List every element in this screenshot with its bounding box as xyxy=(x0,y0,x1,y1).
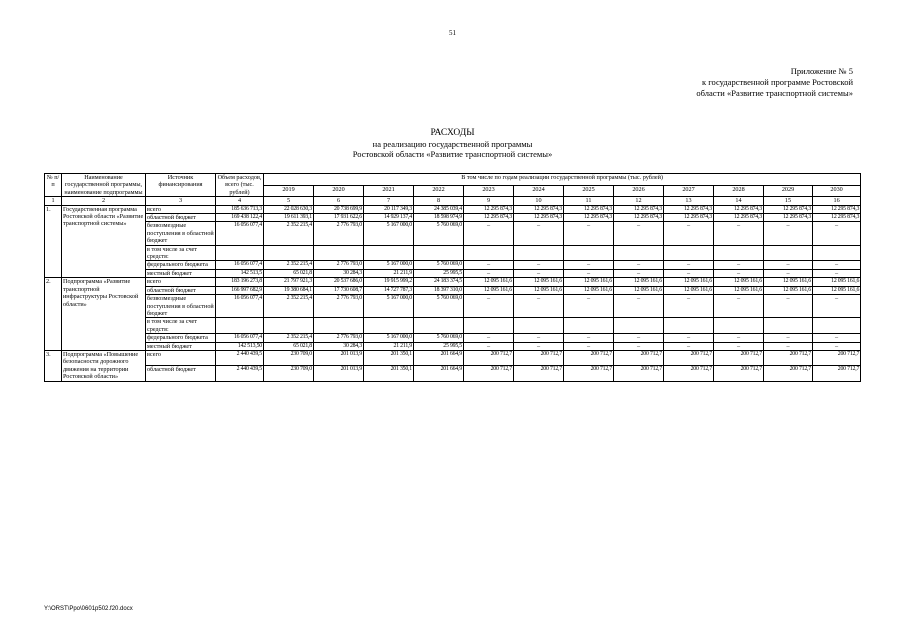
year-value: – xyxy=(813,334,861,342)
year-header: 2027 xyxy=(664,185,714,197)
year-value: – xyxy=(464,342,514,350)
year-value: 2 776 793,0 xyxy=(314,261,364,269)
year-value: 5 760 069,0 xyxy=(414,295,464,318)
year-value xyxy=(614,245,664,261)
year-value: 17 730 608,7 xyxy=(314,286,364,294)
column-number: 3 xyxy=(146,197,216,205)
year-value: 5 167 000,0 xyxy=(364,261,414,269)
year-header: 2020 xyxy=(314,185,364,197)
year-value: 19 915 999,2 xyxy=(364,278,414,286)
year-value: 200 712,7 xyxy=(813,366,861,381)
table-row xyxy=(45,245,861,261)
total-value: 16 056 077,4 xyxy=(216,222,264,245)
total-value: 142 513,5 xyxy=(216,269,264,277)
year-value: 2 352 215,4 xyxy=(264,261,314,269)
header-source: Источник финансирования xyxy=(146,174,216,197)
year-value: 30 284,3 xyxy=(314,269,364,277)
column-number: 14 xyxy=(714,197,764,205)
year-value xyxy=(464,318,514,334)
expenses-table xyxy=(44,173,861,382)
year-value: 12 295 874,3 xyxy=(664,214,714,222)
table-row xyxy=(45,214,861,222)
year-value: 200 712,7 xyxy=(714,366,764,381)
year-value: 200 712,7 xyxy=(564,350,614,365)
total-value: 183 196 273,8 xyxy=(216,278,264,286)
year-value: – xyxy=(464,261,514,269)
year-value xyxy=(414,245,464,261)
table-row xyxy=(45,269,861,277)
year-value: – xyxy=(464,295,514,318)
year-value: 2 352 215,4 xyxy=(264,295,314,318)
year-value: 20 117 349,3 xyxy=(364,205,414,213)
column-number: 15 xyxy=(764,197,813,205)
year-value: – xyxy=(514,269,564,277)
total-value: 169 438 122,4 xyxy=(216,214,264,222)
year-value xyxy=(314,245,364,261)
year-value: 12 295 874,3 xyxy=(764,205,813,213)
year-value: – xyxy=(564,295,614,318)
table-row xyxy=(45,278,861,286)
section-name: Государственная программа Ростовской области «Развитие транспортной системы» xyxy=(62,205,146,278)
year-value: – xyxy=(664,334,714,342)
year-value: – xyxy=(664,295,714,318)
year-value: 12 295 874,3 xyxy=(464,205,514,213)
year-value: 30 284,3 xyxy=(314,342,364,350)
table-row xyxy=(45,342,861,350)
table-body xyxy=(45,205,861,381)
year-value: 12 295 874,3 xyxy=(614,205,664,213)
year-value: 12 095 161,6 xyxy=(614,278,664,286)
column-number: 6 xyxy=(314,197,364,205)
year-value: 5 760 069,0 xyxy=(414,222,464,245)
year-value: 12 295 874,3 xyxy=(564,205,614,213)
funding-source: областной бюджет xyxy=(146,214,216,222)
year-value: 12 095 161,6 xyxy=(514,286,564,294)
year-value: 2 352 215,4 xyxy=(264,222,314,245)
year-value: 201 664,9 xyxy=(414,366,464,381)
table-row xyxy=(45,318,861,334)
year-value: 2 776 793,0 xyxy=(314,222,364,245)
year-value: – xyxy=(614,269,664,277)
year-value: – xyxy=(813,261,861,269)
header-name: Наименование государственной программы, наименование подпрограммы xyxy=(62,174,146,197)
year-value xyxy=(514,318,564,334)
year-value: – xyxy=(514,222,564,245)
document-title xyxy=(0,128,905,160)
year-value: – xyxy=(714,261,764,269)
year-header: 2026 xyxy=(614,185,664,197)
year-value: 19 380 684,1 xyxy=(264,286,314,294)
year-header: 2029 xyxy=(764,185,813,197)
year-value: 12 295 874,3 xyxy=(764,214,813,222)
year-value: 12 295 874,3 xyxy=(614,214,664,222)
column-number: 7 xyxy=(364,197,414,205)
column-number: 1 xyxy=(45,197,62,205)
total-value: 2 440 439,5 xyxy=(216,350,264,365)
funding-source: местный бюджет xyxy=(146,342,216,350)
year-value: 12 095 161,6 xyxy=(564,286,614,294)
year-value xyxy=(364,245,414,261)
year-value: – xyxy=(813,269,861,277)
year-value: 12 295 874,3 xyxy=(564,214,614,222)
year-value: 230 709,0 xyxy=(264,350,314,365)
year-value: 200 712,7 xyxy=(664,366,714,381)
year-value: 200 712,7 xyxy=(664,350,714,365)
appendix-line-2: к государственной программе Ростовской xyxy=(701,77,853,87)
year-value: – xyxy=(714,269,764,277)
year-value xyxy=(414,318,464,334)
year-value: 12 295 874,3 xyxy=(813,214,861,222)
year-value: 17 931 622,6 xyxy=(314,214,364,222)
year-value xyxy=(264,318,314,334)
year-value: – xyxy=(664,269,714,277)
year-value xyxy=(564,318,614,334)
table-row xyxy=(45,286,861,294)
year-header: 2023 xyxy=(464,185,514,197)
total-value: 16 056 077,4 xyxy=(216,261,264,269)
year-header: 2021 xyxy=(364,185,414,197)
year-header: 2024 xyxy=(514,185,564,197)
year-value xyxy=(714,245,764,261)
year-value: – xyxy=(614,342,664,350)
funding-source: всего xyxy=(146,350,216,365)
funding-source: безвозмездные поступления в областной бюджет xyxy=(147,222,214,245)
year-value: 200 712,7 xyxy=(464,366,514,381)
appendix-line-3: области «Развитие транспортной системы» xyxy=(696,88,853,98)
funding-source: областной бюджет xyxy=(146,286,216,294)
table-row xyxy=(45,295,861,318)
table-row xyxy=(45,334,861,342)
year-value xyxy=(714,318,764,334)
year-header: 2025 xyxy=(564,185,614,197)
appendix-line-1: Приложение № 5 xyxy=(790,66,853,76)
year-value: – xyxy=(664,261,714,269)
total-value: 16 056 077,4 xyxy=(216,295,264,318)
year-value: – xyxy=(764,295,813,318)
year-value: 12 095 161,6 xyxy=(714,278,764,286)
year-value: 12 295 874,3 xyxy=(514,205,564,213)
year-value: 12 295 874,3 xyxy=(714,205,764,213)
funding-source: всего xyxy=(146,205,216,213)
funding-source: всего xyxy=(146,278,216,286)
column-number: 16 xyxy=(813,197,861,205)
year-value: – xyxy=(813,222,861,245)
year-value: 12 295 874,3 xyxy=(464,214,514,222)
year-value: 5 167 000,0 xyxy=(364,334,414,342)
year-value: 200 712,7 xyxy=(514,366,564,381)
year-value: 20 537 686,0 xyxy=(314,278,364,286)
page-number: 51 xyxy=(449,29,456,37)
year-value: 12 295 874,3 xyxy=(813,205,861,213)
year-value: – xyxy=(514,342,564,350)
table-row xyxy=(45,366,861,381)
section-name: Подпрограмма «Повышение безопасности дорожного движения на территории Ростовской области» xyxy=(62,350,146,381)
year-value: 200 712,7 xyxy=(514,350,564,365)
year-value: 25 995,5 xyxy=(414,269,464,277)
year-value xyxy=(664,318,714,334)
year-value: 20 738 699,9 xyxy=(314,205,364,213)
year-value: – xyxy=(564,334,614,342)
year-value: 12 295 874,3 xyxy=(714,214,764,222)
year-value xyxy=(813,245,861,261)
total-value: 2 440 439,5 xyxy=(216,366,264,381)
year-value: 201 013,9 xyxy=(314,350,364,365)
year-value: – xyxy=(813,342,861,350)
year-value: – xyxy=(714,342,764,350)
table-row xyxy=(45,261,861,269)
column-number: 4 xyxy=(216,197,264,205)
year-value xyxy=(464,245,514,261)
year-value xyxy=(664,245,714,261)
year-value xyxy=(364,318,414,334)
year-value: – xyxy=(464,334,514,342)
funding-source: федерального бюджета xyxy=(146,334,216,342)
section-number: 3. xyxy=(45,350,62,381)
year-value: 65 021,8 xyxy=(264,342,314,350)
title-line-2: на реализацию государственной программы xyxy=(372,138,533,149)
funding-source: местный бюджет xyxy=(146,269,216,277)
total-value: 142 513,50 xyxy=(216,342,264,350)
year-value: 201 013,9 xyxy=(314,366,364,381)
year-value: 200 712,7 xyxy=(464,350,514,365)
year-value: – xyxy=(614,295,664,318)
year-value: 18 397 310,0 xyxy=(414,286,464,294)
header-by-years: В том числе по годам реализации государственной программы (тыс. рублей) xyxy=(264,174,861,186)
year-value: 230 709,0 xyxy=(264,366,314,381)
year-value: 12 095 161,6 xyxy=(813,286,861,294)
year-value: 65 021,8 xyxy=(264,269,314,277)
column-number: 5 xyxy=(264,197,314,205)
year-value: – xyxy=(764,222,813,245)
year-value: 24 183 374,5 xyxy=(414,278,464,286)
table-row xyxy=(45,222,861,245)
year-value: – xyxy=(714,334,764,342)
year-value: 14 727 787,3 xyxy=(364,286,414,294)
year-value: 5 167 000,0 xyxy=(364,295,414,318)
column-number: 8 xyxy=(414,197,464,205)
table-row xyxy=(45,350,861,365)
year-value xyxy=(614,318,664,334)
year-value: – xyxy=(764,342,813,350)
total-value: 185 636 713,3 xyxy=(216,205,264,213)
year-value: – xyxy=(714,295,764,318)
year-value: 12 095 161,6 xyxy=(764,278,813,286)
year-value: 200 712,7 xyxy=(614,350,664,365)
year-header: 2019 xyxy=(264,185,314,197)
header-volume: Объем расходов, всего (тыс. рублей) xyxy=(216,174,264,197)
title-line-3: Ростовской области «Развитие транспортной системы» xyxy=(352,149,553,159)
column-number: 11 xyxy=(564,197,614,205)
year-value: 200 712,7 xyxy=(813,350,861,365)
year-value: 25 995,5 xyxy=(414,342,464,350)
year-value: 22 028 630,3 xyxy=(264,205,314,213)
year-value: 12 095 161,6 xyxy=(664,278,714,286)
year-value xyxy=(764,245,813,261)
year-value xyxy=(764,318,813,334)
year-value: 12 295 874,3 xyxy=(664,205,714,213)
year-value: – xyxy=(614,222,664,245)
year-value xyxy=(564,245,614,261)
year-value: 12 095 161,6 xyxy=(614,286,664,294)
year-value: 200 712,7 xyxy=(564,366,614,381)
year-value: 12 095 161,6 xyxy=(464,286,514,294)
funding-source: безвозмездные поступления в областной бюджет xyxy=(147,295,214,317)
year-value: 12 095 161,6 xyxy=(664,286,714,294)
funding-source: в том числе за счет средств: xyxy=(146,318,216,334)
year-value: – xyxy=(564,222,614,245)
year-value: 201 350,1 xyxy=(364,350,414,365)
year-value: 5 760 069,0 xyxy=(414,334,464,342)
table-row xyxy=(45,205,861,213)
year-value: 2 776 793,0 xyxy=(314,295,364,318)
year-value: – xyxy=(714,222,764,245)
year-value: 18 598 974,9 xyxy=(414,214,464,222)
year-value: – xyxy=(564,269,614,277)
year-value: 201 350,1 xyxy=(364,366,414,381)
column-number: 2 xyxy=(62,197,146,205)
funding-source: в том числе за счет средств: xyxy=(146,245,216,261)
year-value: – xyxy=(764,334,813,342)
year-value: – xyxy=(614,261,664,269)
section-number: 2. xyxy=(45,278,62,351)
year-value: 2 776 793,0 xyxy=(314,334,364,342)
year-value: – xyxy=(764,261,813,269)
year-value: 12 095 161,6 xyxy=(514,278,564,286)
year-value: 12 095 161,6 xyxy=(764,286,813,294)
year-value: – xyxy=(664,342,714,350)
year-value: 24 385 039,4 xyxy=(414,205,464,213)
year-value xyxy=(514,245,564,261)
header-num: № п/п xyxy=(45,174,62,197)
year-value: 21 211,9 xyxy=(364,269,414,277)
year-value: 5 167 000,0 xyxy=(364,222,414,245)
file-path-footer: Y:\ORST\Ppo\0601p502.f20.docx xyxy=(44,606,133,612)
year-value: 200 712,7 xyxy=(714,350,764,365)
year-value xyxy=(314,318,364,334)
year-value: 21 211,9 xyxy=(364,342,414,350)
year-value: 19 611 393,1 xyxy=(264,214,314,222)
year-value: 12 095 161,6 xyxy=(813,278,861,286)
funding-source: федерального бюджета xyxy=(146,261,216,269)
year-value: 5 760 069,0 xyxy=(414,261,464,269)
funding-source: областной бюджет xyxy=(146,366,216,381)
total-value xyxy=(216,245,264,261)
year-value: 12 095 161,6 xyxy=(564,278,614,286)
year-value xyxy=(813,318,861,334)
year-header: 2030 xyxy=(813,185,861,197)
year-value xyxy=(264,245,314,261)
year-value: 201 664,9 xyxy=(414,350,464,365)
year-value: – xyxy=(564,342,614,350)
year-value: – xyxy=(813,295,861,318)
section-number: 1. xyxy=(45,205,62,278)
year-value: – xyxy=(764,269,813,277)
column-number: 13 xyxy=(664,197,714,205)
year-value: 12 295 874,3 xyxy=(514,214,564,222)
section-name: Подпрограмма «Развитие транспортной инфраструктуры Ростовской области» xyxy=(62,278,146,351)
year-header: 2028 xyxy=(714,185,764,197)
year-value: 12 095 161,6 xyxy=(714,286,764,294)
year-value: – xyxy=(614,334,664,342)
year-value: 200 712,7 xyxy=(614,366,664,381)
year-value: 14 929 137,4 xyxy=(364,214,414,222)
total-value: 166 997 682,9 xyxy=(216,286,264,294)
year-value: – xyxy=(664,222,714,245)
year-value: – xyxy=(464,222,514,245)
year-value: – xyxy=(464,269,514,277)
column-number: 9 xyxy=(464,197,514,205)
total-value: 16 056 077,4 xyxy=(216,334,264,342)
total-value xyxy=(216,318,264,334)
year-value: 200 712,7 xyxy=(764,350,813,365)
year-value: – xyxy=(514,295,564,318)
year-value: – xyxy=(564,261,614,269)
year-value: 12 095 161,6 xyxy=(464,278,514,286)
column-numbers-row xyxy=(45,197,861,205)
appendix-note xyxy=(696,66,853,99)
year-value: – xyxy=(514,334,564,342)
column-number: 10 xyxy=(514,197,564,205)
year-value: 2 352 215,4 xyxy=(264,334,314,342)
year-value: – xyxy=(514,261,564,269)
year-value: 21 797 921,3 xyxy=(264,278,314,286)
year-header: 2022 xyxy=(414,185,464,197)
year-value: 200 712,7 xyxy=(764,366,813,381)
table-header xyxy=(45,174,861,206)
column-number: 12 xyxy=(614,197,664,205)
title-line-1: РАСХОДЫ xyxy=(430,128,475,138)
